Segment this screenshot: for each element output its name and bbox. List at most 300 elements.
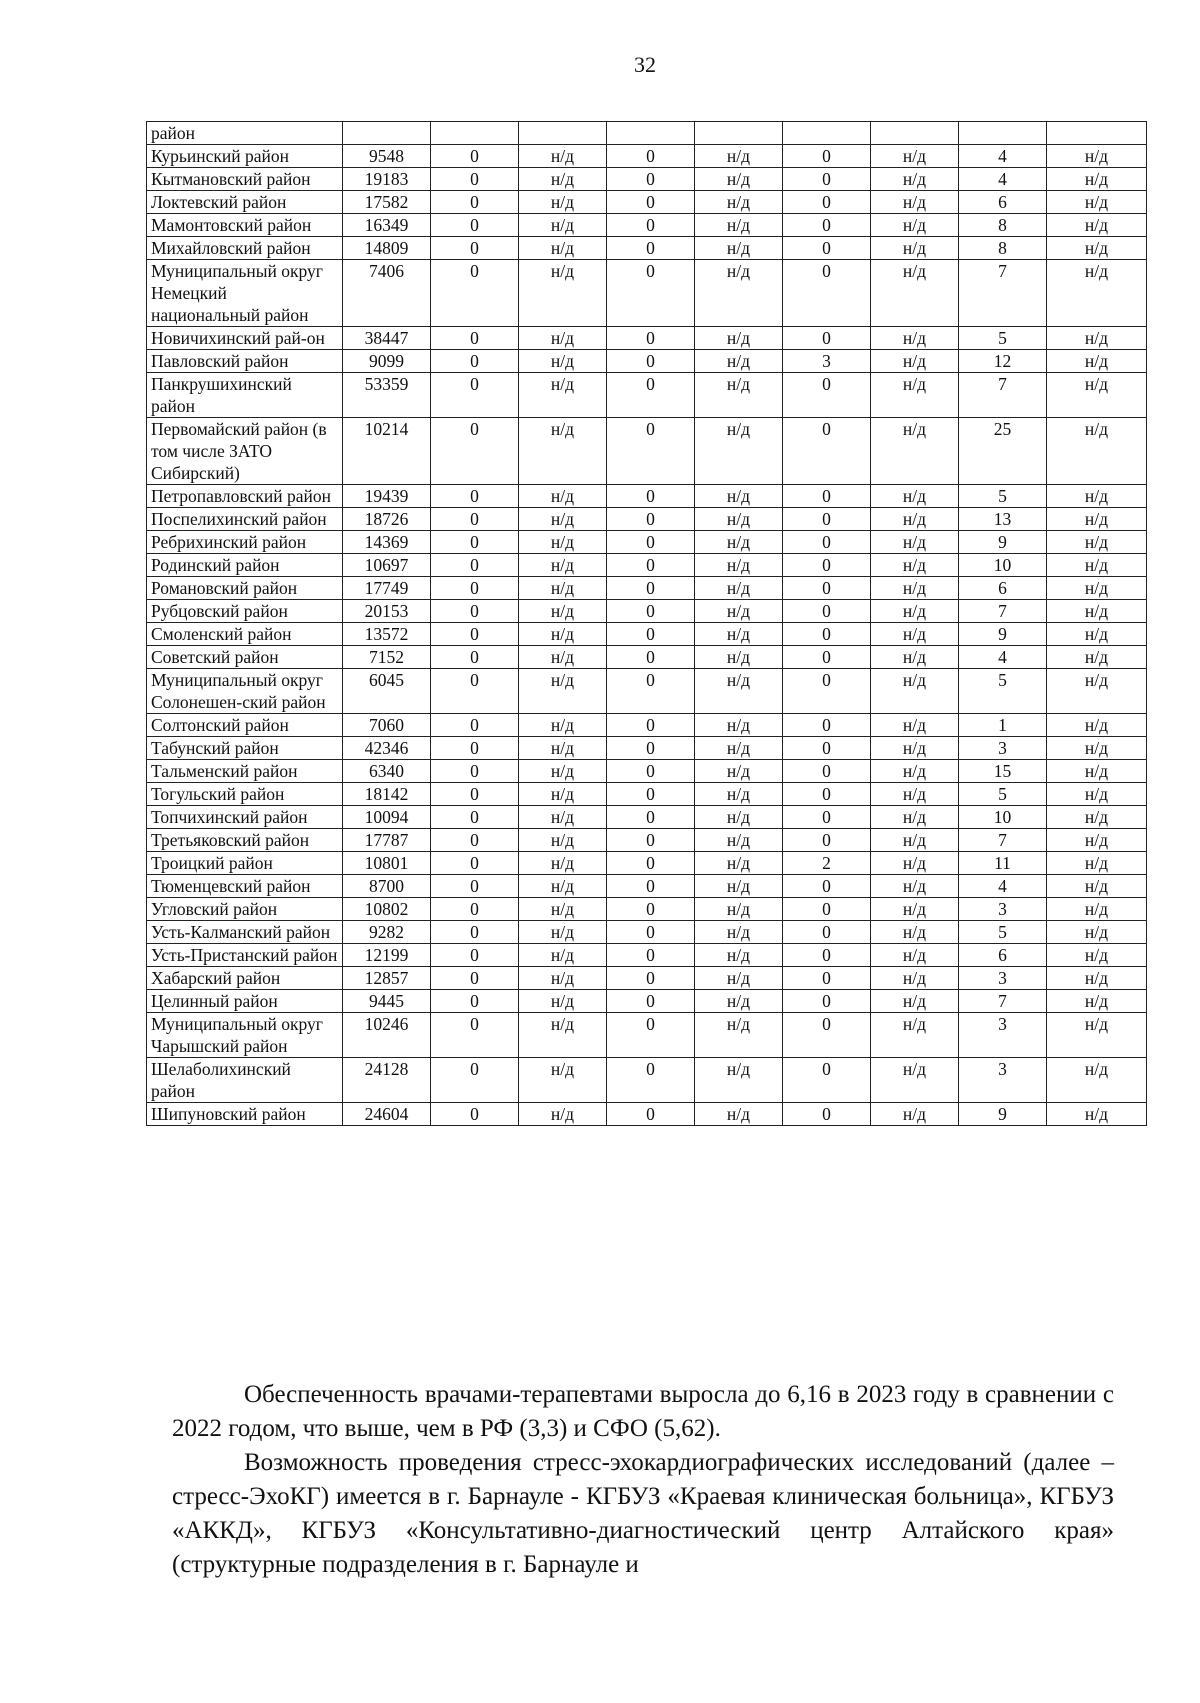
- value-cell: 0: [783, 191, 871, 214]
- value-cell: 0: [607, 600, 695, 623]
- value-cell: 0: [431, 508, 519, 531]
- value-cell: [607, 122, 695, 145]
- value-cell: н/д: [519, 760, 607, 783]
- value-cell: н/д: [871, 600, 959, 623]
- value-cell: н/д: [695, 531, 783, 554]
- value-cell: н/д: [1047, 898, 1147, 921]
- value-cell: н/д: [1047, 168, 1147, 191]
- value-cell: 0: [607, 967, 695, 990]
- value-cell: н/д: [695, 898, 783, 921]
- value-cell: 0: [783, 260, 871, 327]
- value-cell: 6: [959, 944, 1047, 967]
- value-cell: 0: [607, 350, 695, 373]
- value-cell: н/д: [519, 623, 607, 646]
- table-row: [147, 577, 1147, 600]
- value-cell: 0: [783, 554, 871, 577]
- table-row: [147, 122, 1147, 145]
- district-name-cell: Третьяковский район: [147, 829, 343, 852]
- value-cell: н/д: [695, 145, 783, 168]
- value-cell: н/д: [1047, 806, 1147, 829]
- value-cell: н/д: [871, 485, 959, 508]
- value-cell: 7: [959, 260, 1047, 327]
- value-cell: 7: [959, 600, 1047, 623]
- value-cell: н/д: [1047, 485, 1147, 508]
- value-cell: 0: [607, 168, 695, 191]
- value-cell: 0: [431, 760, 519, 783]
- value-cell: н/д: [1047, 260, 1147, 327]
- value-cell: 5: [959, 669, 1047, 714]
- value-cell: н/д: [695, 921, 783, 944]
- value-cell: н/д: [519, 967, 607, 990]
- value-cell: 9548: [343, 145, 431, 168]
- district-name-cell: Ребрихинский район: [147, 531, 343, 554]
- value-cell: н/д: [519, 875, 607, 898]
- value-cell: 24604: [343, 1103, 431, 1126]
- value-cell: 10: [959, 554, 1047, 577]
- value-cell: 16349: [343, 214, 431, 237]
- value-cell: 19439: [343, 485, 431, 508]
- value-cell: н/д: [871, 714, 959, 737]
- value-cell: 0: [431, 783, 519, 806]
- value-cell: н/д: [695, 327, 783, 350]
- district-name-cell: Усть-Пристанский район: [147, 944, 343, 967]
- value-cell: н/д: [695, 783, 783, 806]
- value-cell: 0: [431, 577, 519, 600]
- value-cell: 0: [431, 921, 519, 944]
- value-cell: [695, 122, 783, 145]
- value-cell: 0: [607, 990, 695, 1013]
- value-cell: 0: [607, 485, 695, 508]
- value-cell: 0: [783, 921, 871, 944]
- value-cell: 4: [959, 168, 1047, 191]
- value-cell: 3: [783, 350, 871, 373]
- value-cell: н/д: [871, 898, 959, 921]
- value-cell: н/д: [519, 327, 607, 350]
- district-name-cell: Тогульский район: [147, 783, 343, 806]
- value-cell: н/д: [1047, 191, 1147, 214]
- value-cell: 0: [431, 990, 519, 1013]
- value-cell: 9: [959, 531, 1047, 554]
- district-name-cell: Топчихинский район: [147, 806, 343, 829]
- value-cell: н/д: [871, 944, 959, 967]
- value-cell: 0: [607, 898, 695, 921]
- value-cell: 0: [607, 623, 695, 646]
- value-cell: 0: [431, 944, 519, 967]
- table-row: [147, 260, 1147, 327]
- value-cell: н/д: [519, 145, 607, 168]
- value-cell: 9: [959, 1103, 1047, 1126]
- value-cell: н/д: [871, 145, 959, 168]
- value-cell: 0: [431, 168, 519, 191]
- value-cell: н/д: [519, 168, 607, 191]
- value-cell: 17582: [343, 191, 431, 214]
- value-cell: н/д: [1047, 990, 1147, 1013]
- value-cell: 10802: [343, 898, 431, 921]
- value-cell: н/д: [695, 944, 783, 967]
- value-cell: н/д: [519, 806, 607, 829]
- value-cell: 7: [959, 829, 1047, 852]
- value-cell: н/д: [1047, 373, 1147, 418]
- value-cell: н/д: [1047, 852, 1147, 875]
- value-cell: 0: [431, 373, 519, 418]
- value-cell: н/д: [519, 600, 607, 623]
- value-cell: 0: [431, 237, 519, 260]
- value-cell: 6: [959, 577, 1047, 600]
- district-name-cell: Мамонтовский район: [147, 214, 343, 237]
- value-cell: н/д: [1047, 967, 1147, 990]
- table-row: [147, 554, 1147, 577]
- value-cell: 38447: [343, 327, 431, 350]
- value-cell: н/д: [871, 783, 959, 806]
- value-cell: 5: [959, 485, 1047, 508]
- value-cell: н/д: [519, 898, 607, 921]
- table-row: [147, 623, 1147, 646]
- value-cell: 8: [959, 214, 1047, 237]
- value-cell: 0: [783, 829, 871, 852]
- value-cell: н/д: [871, 829, 959, 852]
- value-cell: н/д: [519, 829, 607, 852]
- value-cell: 0: [431, 967, 519, 990]
- value-cell: н/д: [871, 1103, 959, 1126]
- table-row: [147, 669, 1147, 714]
- value-cell: 0: [431, 829, 519, 852]
- table-row: [147, 760, 1147, 783]
- district-name-cell: Муниципальный округ Немецкий национальный район: [147, 260, 343, 327]
- value-cell: н/д: [695, 829, 783, 852]
- table-row: [147, 990, 1147, 1013]
- value-cell: н/д: [695, 737, 783, 760]
- district-table-wrapper: [146, 121, 1147, 1126]
- value-cell: [871, 122, 959, 145]
- table-row: [147, 600, 1147, 623]
- value-cell: н/д: [519, 214, 607, 237]
- value-cell: 0: [607, 418, 695, 485]
- value-cell: 1: [959, 714, 1047, 737]
- district-name-cell: Троицкий район: [147, 852, 343, 875]
- value-cell: 0: [783, 898, 871, 921]
- value-cell: 4: [959, 145, 1047, 168]
- value-cell: н/д: [1047, 1013, 1147, 1058]
- value-cell: 0: [431, 806, 519, 829]
- value-cell: 0: [607, 373, 695, 418]
- value-cell: [519, 122, 607, 145]
- value-cell: н/д: [871, 669, 959, 714]
- value-cell: 0: [607, 577, 695, 600]
- value-cell: 11: [959, 852, 1047, 875]
- table-row: [147, 967, 1147, 990]
- value-cell: 3: [959, 1058, 1047, 1103]
- value-cell: н/д: [871, 168, 959, 191]
- district-name-cell: Родинский район: [147, 554, 343, 577]
- value-cell: 0: [431, 418, 519, 485]
- value-cell: 7: [959, 990, 1047, 1013]
- value-cell: 0: [783, 1013, 871, 1058]
- value-cell: 0: [607, 783, 695, 806]
- value-cell: 0: [783, 214, 871, 237]
- value-cell: 19183: [343, 168, 431, 191]
- value-cell: 24128: [343, 1058, 431, 1103]
- value-cell: 0: [783, 760, 871, 783]
- value-cell: 0: [431, 145, 519, 168]
- value-cell: н/д: [695, 714, 783, 737]
- value-cell: н/д: [519, 714, 607, 737]
- value-cell: н/д: [519, 921, 607, 944]
- value-cell: 0: [783, 531, 871, 554]
- value-cell: 0: [607, 760, 695, 783]
- table-row: [147, 145, 1147, 168]
- value-cell: 0: [607, 191, 695, 214]
- value-cell: 0: [783, 237, 871, 260]
- value-cell: 0: [783, 623, 871, 646]
- value-cell: н/д: [519, 554, 607, 577]
- value-cell: 7152: [343, 646, 431, 669]
- district-name-cell: Панкрушихинский район: [147, 373, 343, 418]
- table-row: [147, 829, 1147, 852]
- value-cell: н/д: [1047, 418, 1147, 485]
- value-cell: 0: [783, 990, 871, 1013]
- value-cell: 0: [783, 327, 871, 350]
- value-cell: н/д: [871, 646, 959, 669]
- value-cell: 0: [431, 260, 519, 327]
- value-cell: н/д: [871, 237, 959, 260]
- value-cell: 0: [607, 1103, 695, 1126]
- district-name-cell: Михайловский район: [147, 237, 343, 260]
- value-cell: н/д: [695, 260, 783, 327]
- value-cell: 7406: [343, 260, 431, 327]
- value-cell: 0: [431, 898, 519, 921]
- value-cell: н/д: [519, 508, 607, 531]
- district-name-cell: Новичихинский рай-он: [147, 327, 343, 350]
- value-cell: н/д: [1047, 327, 1147, 350]
- value-cell: н/д: [695, 214, 783, 237]
- table-row: [147, 737, 1147, 760]
- value-cell: н/д: [519, 646, 607, 669]
- value-cell: 0: [431, 714, 519, 737]
- district-name-cell: Смоленский район: [147, 623, 343, 646]
- value-cell: н/д: [519, 531, 607, 554]
- value-cell: 10697: [343, 554, 431, 577]
- value-cell: 0: [431, 1103, 519, 1126]
- value-cell: н/д: [871, 623, 959, 646]
- table-row: [147, 237, 1147, 260]
- value-cell: 6045: [343, 669, 431, 714]
- value-cell: 0: [431, 554, 519, 577]
- value-cell: н/д: [519, 783, 607, 806]
- district-name-cell: Солтонский район: [147, 714, 343, 737]
- value-cell: н/д: [871, 373, 959, 418]
- value-cell: 53359: [343, 373, 431, 418]
- district-name-cell: Усть-Калманский район: [147, 921, 343, 944]
- value-cell: 17749: [343, 577, 431, 600]
- district-name-cell: Целинный район: [147, 990, 343, 1013]
- page-number: 32: [634, 52, 656, 77]
- value-cell: 0: [607, 531, 695, 554]
- value-cell: н/д: [695, 577, 783, 600]
- value-cell: н/д: [519, 373, 607, 418]
- table-row: [147, 921, 1147, 944]
- value-cell: 0: [783, 737, 871, 760]
- table-row: [147, 168, 1147, 191]
- value-cell: 0: [783, 1058, 871, 1103]
- value-cell: 6: [959, 191, 1047, 214]
- value-cell: н/д: [519, 350, 607, 373]
- value-cell: [1047, 122, 1147, 145]
- value-cell: н/д: [695, 806, 783, 829]
- value-cell: н/д: [695, 168, 783, 191]
- value-cell: 0: [783, 508, 871, 531]
- table-row: [147, 944, 1147, 967]
- value-cell: 20153: [343, 600, 431, 623]
- value-cell: н/д: [871, 760, 959, 783]
- value-cell: н/д: [519, 1103, 607, 1126]
- value-cell: 0: [783, 875, 871, 898]
- value-cell: н/д: [695, 554, 783, 577]
- value-cell: 0: [431, 852, 519, 875]
- value-cell: н/д: [1047, 944, 1147, 967]
- value-cell: 4: [959, 646, 1047, 669]
- district-table: [146, 121, 1147, 1126]
- value-cell: 0: [783, 145, 871, 168]
- value-cell: 17787: [343, 829, 431, 852]
- value-cell: н/д: [871, 531, 959, 554]
- value-cell: 0: [607, 1058, 695, 1103]
- value-cell: н/д: [1047, 1103, 1147, 1126]
- value-cell: н/д: [1047, 350, 1147, 373]
- value-cell: н/д: [1047, 623, 1147, 646]
- district-name-cell: Шипуновский район: [147, 1103, 343, 1126]
- value-cell: н/д: [1047, 737, 1147, 760]
- value-cell: 10094: [343, 806, 431, 829]
- value-cell: н/д: [519, 990, 607, 1013]
- value-cell: 12857: [343, 967, 431, 990]
- value-cell: 0: [783, 577, 871, 600]
- value-cell: 9: [959, 623, 1047, 646]
- value-cell: 0: [431, 1013, 519, 1058]
- value-cell: 4: [959, 875, 1047, 898]
- table-row: [147, 508, 1147, 531]
- value-cell: [783, 122, 871, 145]
- value-cell: 0: [783, 967, 871, 990]
- value-cell: 10214: [343, 418, 431, 485]
- value-cell: н/д: [695, 1058, 783, 1103]
- value-cell: н/д: [695, 373, 783, 418]
- district-name-cell: Муниципальный округ Солонешен-ский район: [147, 669, 343, 714]
- value-cell: н/д: [871, 260, 959, 327]
- value-cell: 3: [959, 1013, 1047, 1058]
- value-cell: 14369: [343, 531, 431, 554]
- value-cell: 3: [959, 967, 1047, 990]
- table-row: [147, 852, 1147, 875]
- value-cell: н/д: [695, 623, 783, 646]
- value-cell: н/д: [871, 921, 959, 944]
- value-cell: н/д: [519, 737, 607, 760]
- value-cell: н/д: [519, 237, 607, 260]
- district-name-cell: Локтевский район: [147, 191, 343, 214]
- value-cell: н/д: [1047, 829, 1147, 852]
- table-row: [147, 806, 1147, 829]
- value-cell: 0: [783, 669, 871, 714]
- value-cell: 9099: [343, 350, 431, 373]
- value-cell: 0: [783, 806, 871, 829]
- value-cell: н/д: [871, 191, 959, 214]
- value-cell: 0: [607, 714, 695, 737]
- district-name-cell: Угловский район: [147, 898, 343, 921]
- value-cell: [343, 122, 431, 145]
- value-cell: н/д: [695, 418, 783, 485]
- value-cell: 0: [607, 554, 695, 577]
- value-cell: 0: [783, 600, 871, 623]
- value-cell: 0: [431, 191, 519, 214]
- value-cell: н/д: [695, 485, 783, 508]
- table-row: [147, 191, 1147, 214]
- value-cell: 5: [959, 327, 1047, 350]
- district-name-cell: Советский район: [147, 646, 343, 669]
- value-cell: н/д: [695, 875, 783, 898]
- value-cell: н/д: [871, 967, 959, 990]
- district-name-cell: Павловский район: [147, 350, 343, 373]
- value-cell: 0: [607, 875, 695, 898]
- district-name-cell: Тюменцевский район: [147, 875, 343, 898]
- value-cell: н/д: [695, 990, 783, 1013]
- value-cell: н/д: [1047, 714, 1147, 737]
- district-name-cell: Тальменский район: [147, 760, 343, 783]
- value-cell: 12199: [343, 944, 431, 967]
- value-cell: н/д: [1047, 669, 1147, 714]
- value-cell: н/д: [871, 1058, 959, 1103]
- value-cell: 0: [607, 1013, 695, 1058]
- value-cell: н/д: [519, 944, 607, 967]
- value-cell: 0: [783, 1103, 871, 1126]
- value-cell: 0: [783, 373, 871, 418]
- value-cell: н/д: [1047, 508, 1147, 531]
- district-name-cell: Романовский район: [147, 577, 343, 600]
- value-cell: 9282: [343, 921, 431, 944]
- value-cell: н/д: [871, 1013, 959, 1058]
- value-cell: н/д: [1047, 921, 1147, 944]
- value-cell: 42346: [343, 737, 431, 760]
- value-cell: н/д: [695, 1103, 783, 1126]
- value-cell: н/д: [695, 237, 783, 260]
- value-cell: 0: [431, 485, 519, 508]
- table-row: [147, 875, 1147, 898]
- value-cell: н/д: [519, 191, 607, 214]
- value-cell: н/д: [695, 600, 783, 623]
- value-cell: н/д: [1047, 554, 1147, 577]
- value-cell: 0: [607, 145, 695, 168]
- paragraph-stress-echo: Возможность проведения стресс-эхокардиографических исследований (далее – стресс-ЭхоКГ) имеется в г. Барнауле - КГБУЗ «Краевая клиническая больница», КГБУЗ «АККД», КГБУЗ «Консультативно-диагностический центр Алтайского края» (структурные подразделения в г. Барнауле и: [172, 1449, 1114, 1578]
- value-cell: 3: [959, 898, 1047, 921]
- value-cell: н/д: [695, 350, 783, 373]
- value-cell: 0: [783, 418, 871, 485]
- value-cell: н/д: [1047, 237, 1147, 260]
- value-cell: н/д: [1047, 760, 1147, 783]
- district-name-cell: Хабарский район: [147, 967, 343, 990]
- value-cell: 0: [607, 737, 695, 760]
- value-cell: 6340: [343, 760, 431, 783]
- value-cell: н/д: [519, 485, 607, 508]
- table-row: [147, 373, 1147, 418]
- district-name-cell: район: [147, 122, 343, 145]
- value-cell: 0: [607, 327, 695, 350]
- value-cell: 8700: [343, 875, 431, 898]
- value-cell: н/д: [871, 737, 959, 760]
- value-cell: 18142: [343, 783, 431, 806]
- value-cell: н/д: [519, 669, 607, 714]
- value-cell: 5: [959, 783, 1047, 806]
- value-cell: 12: [959, 350, 1047, 373]
- value-cell: 0: [607, 829, 695, 852]
- value-cell: 0: [607, 944, 695, 967]
